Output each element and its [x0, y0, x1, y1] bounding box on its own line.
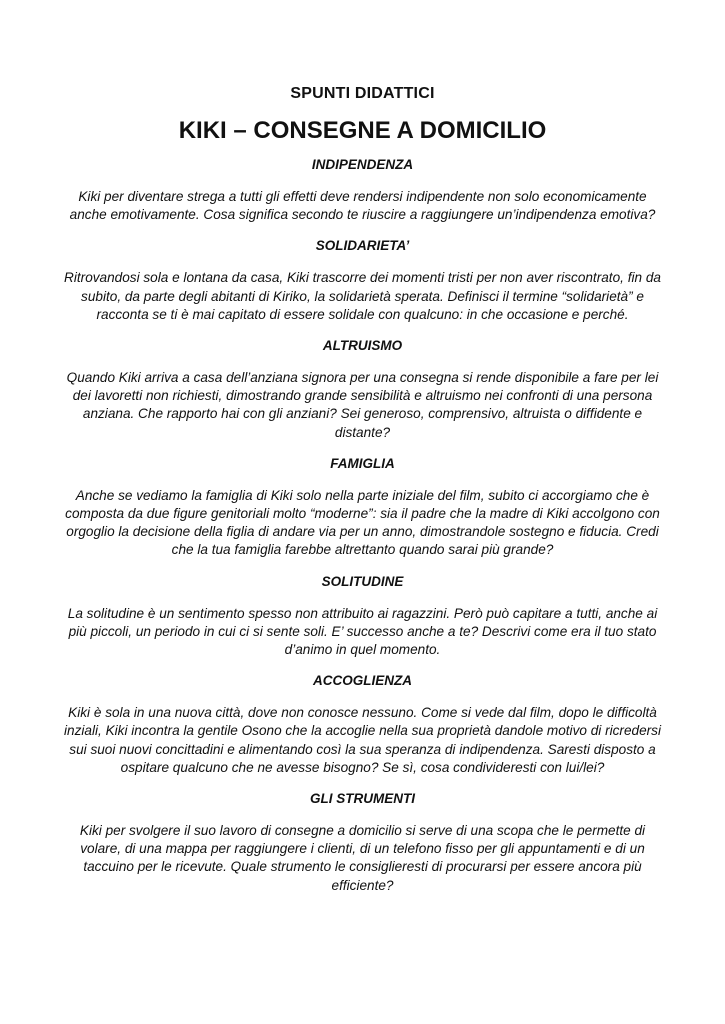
- section-heading: ALTRUISMO: [322, 338, 403, 354]
- section-indipendenza: [64, 156, 661, 224]
- section-altruismo: [64, 337, 661, 442]
- document-title: KIKI – CONSEGNE A DOMICILIO: [178, 117, 547, 144]
- section-gli-strumenti: [64, 790, 661, 895]
- section-heading: FAMIGLIA: [330, 455, 395, 471]
- section-paragraph: Kiki per diventare strega a tutti gli effetti deve rendersi indipendente non solo economicamente anche emotivamente. Cosa significa secondo te riuscire a raggiungere un’indipendenza emotiva?: [69, 189, 656, 223]
- section-paragraph: Anche se vediamo la famiglia di Kiki solo nella parte iniziale del film, subito ci accorgiamo che è composta da due figure genitoriali molto “moderne”: sia il padre che la madre di Kiki accolgono con orgoglio la decisione della figlia di andare via per un anno, dimostrandole sostegno e fiducia. Credi che la tua famiglia farebbe altrettanto quando sarai più grande?: [65, 487, 660, 558]
- section-paragraph: La solitudine è un sentimento spesso non attribuito ai ragazzini. Però può capitare a tutti, anche ai più piccoli, un periodo in cui ci si sente soli. E’ successo anche a te? Descrivi come era il tuo stato d’animo in quel momento.: [67, 605, 658, 658]
- section-paragraph: Kiki è sola in una nuova città, dove non conosce nessuno. Come si vede dal film, dopo le difficoltà inziali, Kiki incontra la gentile Osono che la accoglie nella sua proprietà dandole motivo di ricredersi sui suoi nuovi concittadini e alimentando così la sua speranza di indipendenza. Saresti disposto a ospitare qualcuno che ne avesse bisogno? Se sì, cosa condivideresti con lui/lei?: [64, 705, 661, 775]
- section-paragraph: Ritrovandosi sola e lontana da casa, Kiki trascorre dei momenti tristi per non aver riscontrato, fin da subito, da parte degli abitanti di Kiriko, la solidarietà sperata. Definisci il termine “solidarietà” e racconta se ti è mai capitato di essere solidale con qualcuno: in che occasione e perché.: [64, 270, 661, 322]
- section-solitudine: [64, 573, 661, 660]
- section-paragraph: Kiki per svolgere il suo lavoro di consegne a domicilio si serve di una scopa che le permette di volare, di una mappa per raggiungere i clienti, di un telefono fisso per gli appuntamenti e di un taccuino per le ricevute. Quale strumento le consiglieresti di procurarsi per essere ancora più efficiente?: [79, 823, 646, 893]
- section-heading: SOLIDARIETA’: [315, 238, 410, 254]
- section-solidarieta: [64, 237, 661, 324]
- section-accoglienza: [64, 672, 661, 777]
- section-paragraph: Quando Kiki arriva a casa dell’anziana signora per una consegna si rende disponibile a fare per lei dei lavoretti non richiesti, dimostrando grande sensibilità e altruismo nei confronti di una persona anziana. Che rapporto hai con gli anziani? Sei generoso, comprensivo, altruista o diffidente e distante?: [66, 370, 659, 440]
- section-heading: INDIPENDENZA: [311, 157, 414, 172]
- document-kicker: SPUNTI DIDATTICI: [290, 85, 435, 102]
- section-heading: GLI STRUMENTI: [310, 791, 415, 807]
- section-heading: SOLITUDINE: [321, 573, 404, 589]
- section-heading: ACCOGLIENZA: [313, 673, 412, 689]
- section-famiglia: [64, 455, 661, 560]
- document-page: [64, 84, 661, 908]
